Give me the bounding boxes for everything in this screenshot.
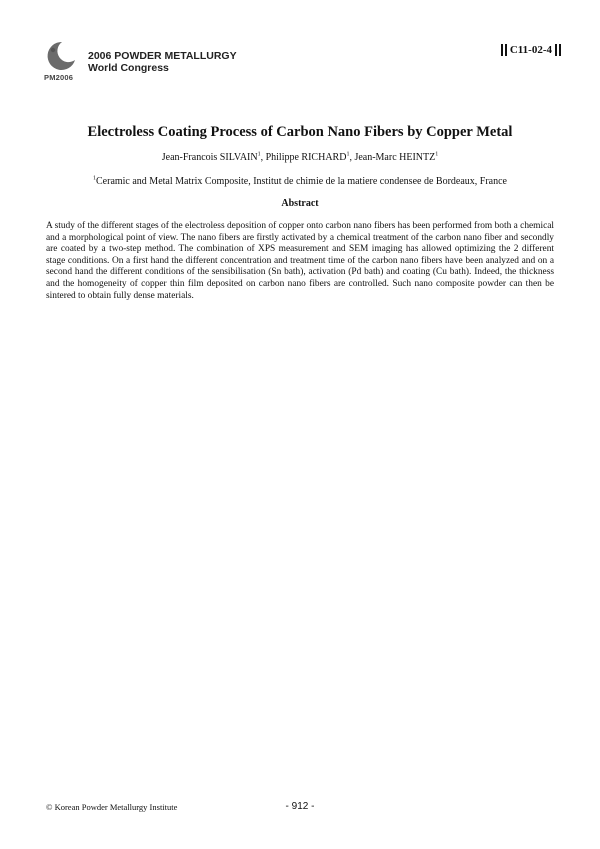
affiliation-sup: 1 [93, 175, 96, 182]
paper-code [500, 44, 562, 56]
author-affil-sup: 1 [346, 151, 350, 158]
author-list [0, 152, 600, 163]
paper-title: Electroless Coating Process of Carbon Nano Fibers by Copper Metal [87, 124, 513, 140]
affiliation [0, 176, 600, 187]
conference-name [88, 50, 237, 74]
conference-line-1: 2006 POWDER METALLURGY [88, 50, 237, 62]
author-name: Jean-Marc HEINTZ [354, 152, 436, 163]
author-name: Jean-Francois SILVAIN [161, 152, 258, 163]
author-affil-sup: 1 [257, 151, 261, 158]
affiliation-text: Ceramic and Metal Matrix Composite, Institut de chimie de la matiere condensee de Bordeaux, France [96, 176, 507, 187]
bar-mark [505, 44, 507, 56]
bar-mark [501, 44, 503, 56]
abstract-body: A study of the different stages of the electroless deposition of copper onto carbon nano fibers has been performed from both a chemical and a morphological point of view. The nano fibers are firstly activated by a chemical treatment of the carbon nano fiber and secondly are coated by a two-step method. The combination of XPS measurement and SEM imaging has allowed optimizing the 2 different stage conditions. On a first hand the different concentration and treatment time of the carbon nano fibers have been analyzed and on a second hand the different conditions of the sensibilisation (Sn bath), activation (Pd bath) and coating (Cu bath). Indeed, the thickness and the homogeneity of copper thin film deposited on carbon nano fibers are controlled. Such nano composite powder can then be sintered to obtain fully dense materials. [46, 221, 554, 301]
footer-copyright: © Korean Powder Metallurgy Institute [46, 802, 178, 812]
author-separator: , [260, 152, 266, 163]
author-separator: , [349, 152, 355, 163]
author-name: Philippe RICHARD [265, 152, 347, 163]
bar-mark [559, 44, 561, 56]
bar-mark [555, 44, 557, 56]
paper-code-text: C11-02-4 [509, 44, 552, 56]
page-number: - 912 - [285, 801, 315, 812]
conference-line-2: World Congress [88, 62, 169, 74]
author-affil-sup: 1 [435, 151, 439, 158]
logo-year-text: PM2006 [44, 73, 74, 82]
abstract-heading: Abstract [281, 198, 319, 209]
